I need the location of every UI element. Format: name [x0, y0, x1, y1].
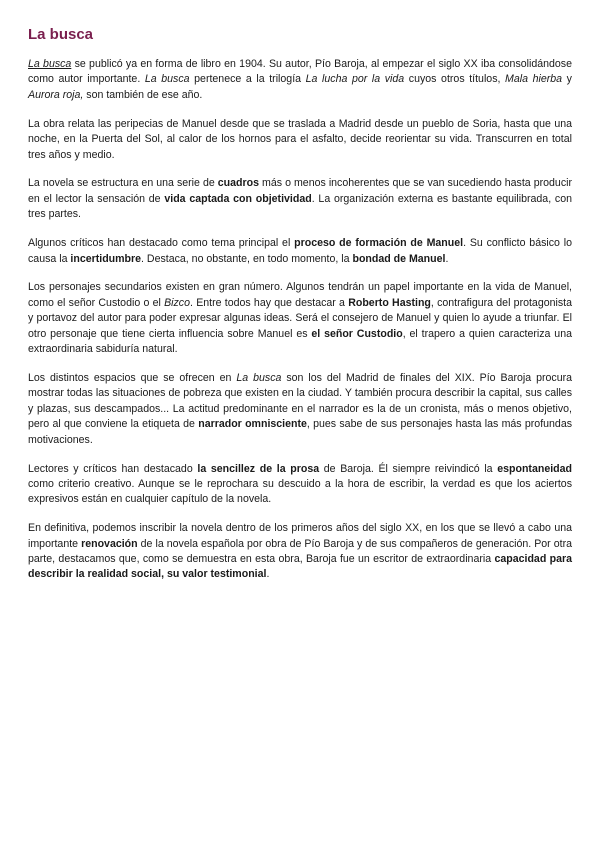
bold-phrase: renovación [81, 537, 138, 550]
paragraph-intro [28, 57, 572, 103]
text-run: La obra relata las peripecias de Manuel desde que se traslada a Madrid desde un pueblo de Soria, hasta que una noche, en la Puerta del Sol, al calor de los hornos para el asfalto, decide reorientar su vida. Transcurren en total tres años y medio. [28, 117, 572, 161]
text-run: se publicó ya en forma de libro en 1904. Su autor, Pío Baroja, al empezar el siglo XX iba consolidándose como autor importante. [28, 58, 572, 86]
paragraph-theme [28, 236, 572, 267]
paragraph-style [28, 462, 572, 508]
bold-phrase: bondad de Manuel [352, 252, 446, 265]
italic-title: La busca [236, 372, 282, 384]
bold-phrase: Roberto Hasting [348, 296, 431, 309]
text-run: En definitiva, podemos inscribir la novela dentro de los primeros años del siglo XX, en los que se llevó a cabo una importante [28, 522, 572, 550]
text-run: de la novela española por obra de Pío Baroja y de sus compañeros de generación. Por otra parte, destacamos que, como se demuestra en esta obra, Baroja fue un escritor de extraordinaria [28, 537, 572, 566]
text-run: más o menos incoherentes que se van sucediendo hasta producir en el lector la sensación de [28, 177, 572, 205]
text-run: Los personajes secundarios existen en gran número. Algunos tendrán un papel importante en la vida de Manuel, como el señor Custodio o el [28, 281, 572, 309]
bold-phrase: el señor Custodio [311, 327, 403, 340]
text-run: pertenece a la trilogía [189, 73, 306, 86]
text-run: . [266, 568, 270, 581]
page-title: La busca [28, 26, 94, 43]
paragraph-characters [28, 280, 572, 357]
text-run: . La organización externa es bastante equilibrada, con tres partes. [28, 192, 572, 221]
bold-phrase: cuadros [217, 177, 259, 190]
text-run: son también de ese año. [83, 88, 203, 101]
document-body [28, 57, 572, 596]
italic-title: Aurora roja, [28, 88, 84, 101]
text-run: . Su conflicto básico lo causa la [28, 237, 572, 265]
text-run: , pues sabe de sus personajes hasta las más profundas motivaciones. [28, 418, 573, 446]
bold-phrase: narrador omnisciente [198, 418, 307, 431]
bold-phrase: la sencillez de la prosa [197, 462, 320, 475]
italic-title: Bizco [164, 296, 190, 309]
text-run: Los distintos espacios que se ofrecen en [28, 372, 237, 384]
text-run: . Entre todos hay que destacar a [190, 296, 349, 309]
bold-phrase: vida captada con objetividad [164, 192, 312, 205]
text-run: . Destaca, no obstante, en todo momento, la [141, 252, 353, 265]
paragraph-structure [28, 176, 572, 222]
text-run: La novela se estructura en una serie de [28, 177, 218, 190]
italic-title: La busca [144, 73, 190, 86]
italic-title: La lucha por la vida [305, 73, 405, 86]
text-run: , contrafigura del protagonista y portavoz del autor para poder expresar algunas ideas. Será el consejero de Manuel y quien lo ayude a triunfar. El otro personaje que tiene cierta influencia sobre Manuel es [28, 296, 572, 340]
paragraph-argument [28, 117, 572, 163]
text-run: de Baroja. Él siempre reivindicó la [319, 462, 498, 475]
bold-phrase: capacidad para describir la realidad social, su valor testimonial [28, 553, 573, 581]
text-run: son los del Madrid de finales del XIX. Pío Baroja procura mostrar todas las situaciones de pobreza que existen en la ciudad. Y también procura describir la capital, sus calles y plazas, sus descampados... La actitud predominante en el narrador es la de un cronista, más o menos objetivo, pero al que conviene la etiqueta de [28, 372, 573, 431]
paragraph-conclusion [28, 521, 572, 583]
text-run: Lectores y críticos han destacado [28, 462, 198, 475]
text-run: , el trapero a quien caracteriza una extraordinaria sabiduría natural. [28, 327, 572, 356]
text-run: . [445, 252, 449, 265]
text-run: cuyos otros títulos, [404, 73, 506, 86]
bold-phrase: proceso de formación de Manuel [294, 237, 464, 250]
bold-phrase: espontaneidad [497, 462, 572, 475]
text-run: Algunos críticos han destacado como tema principal el [28, 237, 295, 250]
italic-title: Mala hierba [505, 73, 563, 86]
bold-phrase: incertidumbre [70, 252, 142, 265]
italic-title: La busca [28, 58, 72, 70]
text-run: y [562, 73, 572, 86]
text-run: como criterio creativo. Aunque se le reprochara su descuido a la hora de escribir, la verdad es que los aciertos expresivos están en cualquier capítulo de la novela. [28, 477, 572, 506]
paragraph-spaces [28, 371, 572, 448]
